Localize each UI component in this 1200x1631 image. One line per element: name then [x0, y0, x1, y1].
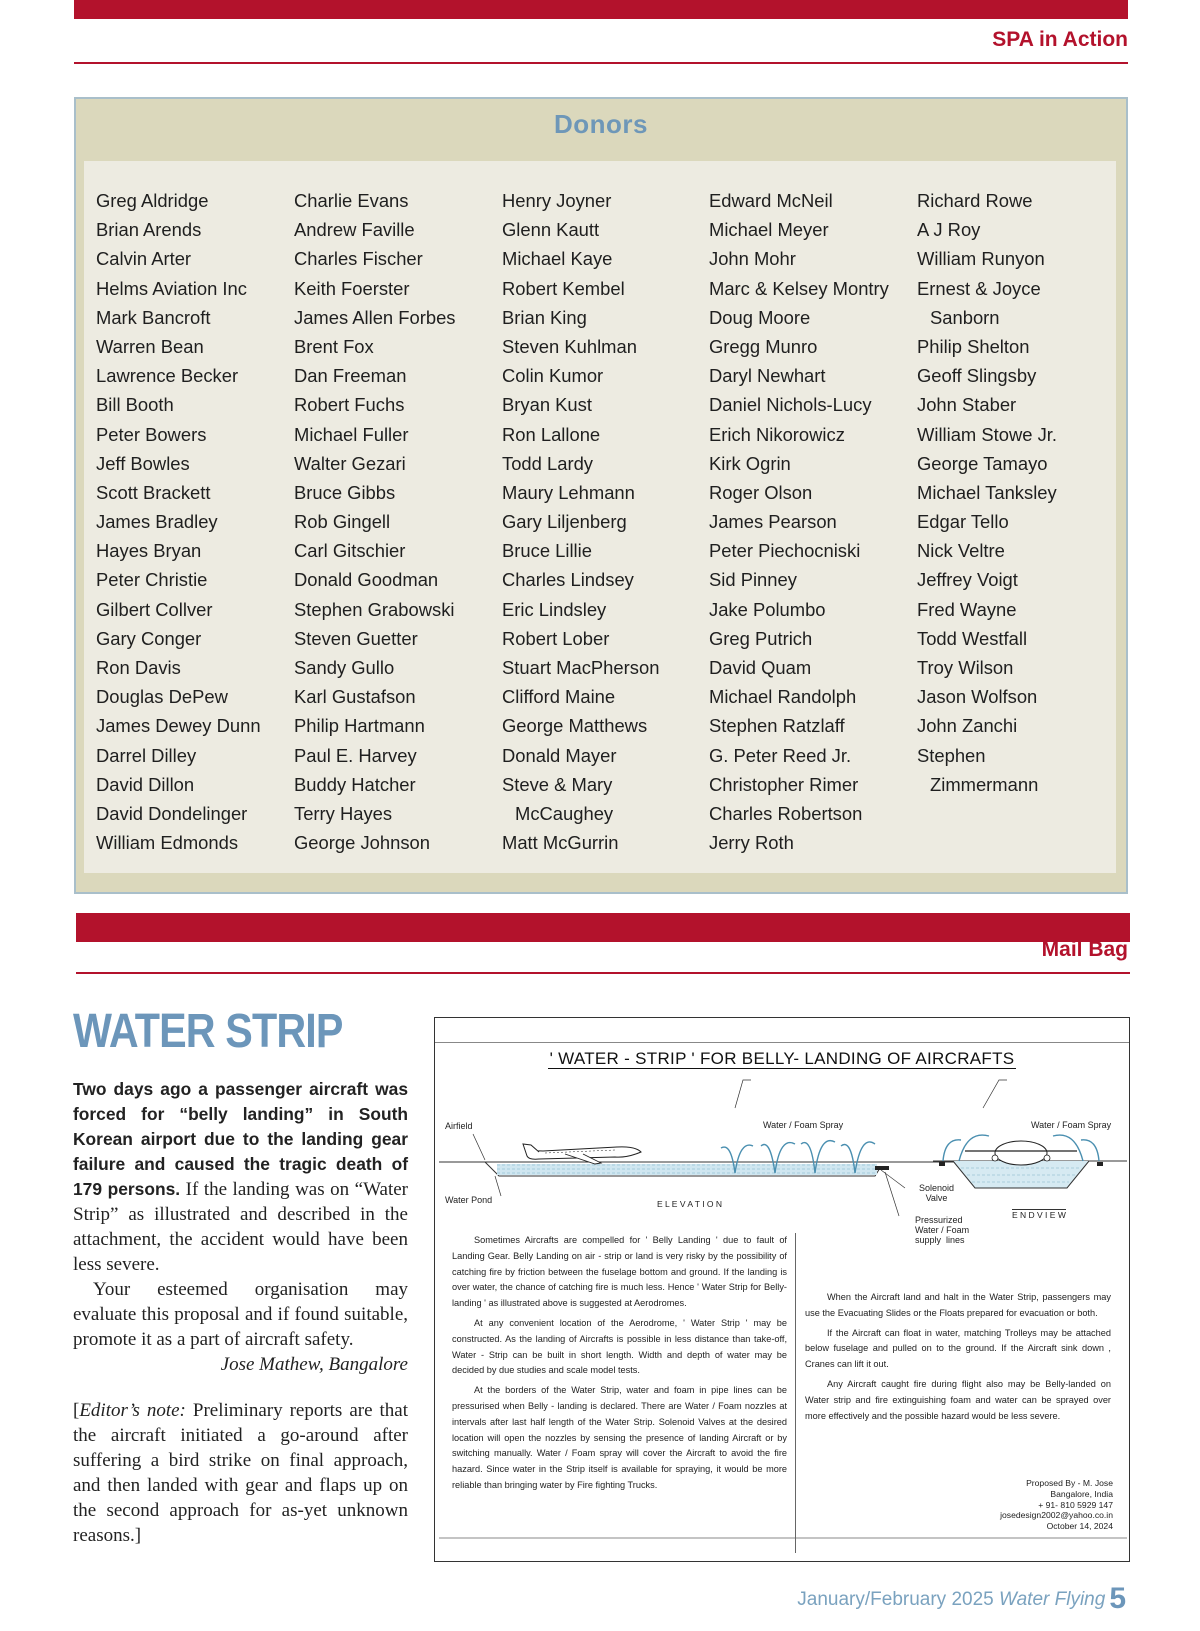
- donor-name: Charles Fischer: [294, 248, 423, 270]
- donor-name: Robert Fuchs: [294, 394, 405, 416]
- donor-name: Keith Foerster: [294, 277, 410, 299]
- airfield-pointer: [473, 1134, 485, 1160]
- donor-name: Colin Kumor: [502, 365, 604, 387]
- donor-name: Brian Arends: [96, 219, 202, 241]
- donor-name: David Dondelinger: [96, 802, 248, 824]
- donor-name: Greg Aldridge: [96, 190, 209, 211]
- donor-name: Troy Wilson: [917, 657, 1014, 678]
- donor-name: Christopher Rimer: [709, 773, 859, 795]
- donor-name: Geoff Slingsby: [917, 365, 1037, 387]
- donor-name: Ron Davis: [96, 657, 181, 678]
- article-body: [73, 1077, 408, 1377]
- donor-name: William Stowe Jr.: [917, 423, 1057, 445]
- donor-name: Brian King: [502, 306, 587, 328]
- donor-name: David Dillon: [96, 773, 195, 795]
- footer-magazine: Water Flying: [999, 1589, 1106, 1610]
- label-airfield: Airfield: [445, 1121, 473, 1131]
- mailbag-rule: [76, 972, 1130, 974]
- end-view: [933, 1135, 1127, 1188]
- donor-name: Kirk Ogrin: [709, 452, 791, 474]
- donor-name: Mark Bancroft: [96, 306, 211, 328]
- figure-right-text: [805, 1290, 1111, 1428]
- donor-name: Michael Kaye: [502, 248, 613, 270]
- figure-divider: [795, 1233, 796, 1553]
- donor-name: Donald Mayer: [502, 744, 617, 766]
- donor-name: Ron Lallone: [502, 423, 601, 445]
- donor-name: G. Peter Reed Jr.: [709, 744, 852, 766]
- donor-name: Sid Pinney: [709, 569, 797, 591]
- donor-column-1: [96, 186, 261, 857]
- figure-paragraph: At any convenient location of the Aerodrome, ' Water Strip ' may be constructed. As the landing of Aircrafts is possible in less distance than take-off, Water - Strip can be built in short length. Width and depth of water may be decided by due studies and scale model tests.: [452, 1317, 787, 1376]
- page-number: 5: [1109, 1582, 1126, 1615]
- proposed-line: josedesign2002@yahoo.co.in: [1000, 1510, 1113, 1521]
- donor-name: Jerry Roth: [709, 832, 794, 854]
- donor-name: Greg Putrich: [709, 627, 813, 649]
- article-paragraph-1: [73, 1077, 408, 1277]
- proposed-line: Proposed By - M. Jose: [1026, 1478, 1113, 1488]
- donor-name: Jake Polumbo: [709, 598, 826, 620]
- donor-name: James Allen Forbes: [294, 306, 456, 328]
- spray-pointer-2: [983, 1080, 1007, 1108]
- article-headline: WATER STRIP: [73, 1005, 343, 1058]
- donor-name: Steve & Mary: [502, 773, 613, 795]
- donor-name: Robert Kembel: [502, 277, 625, 299]
- donor-name: Bill Booth: [96, 394, 174, 416]
- section-label-mail-bag: Mail Bag: [1041, 938, 1128, 961]
- donor-name: George Johnson: [294, 832, 430, 854]
- donor-name: Gregg Munro: [709, 335, 818, 357]
- figure-paragraph: At the borders of the Water Strip, water and foam in pipe lines can be pressurised when Belly - landing is declared. There are Water / Foam nozzles at intervals after last half length of the Water Strip. Solenoid Valves at the desired location will open the nozzles by sensing the presence of landing Aircraft or by switching manually. Water / Foam spray will cover the Aircraft to avoid the fire hazard. Since water in the Strip itself is available for spraying, it would be more reliable than bringing water by Fire fighting Trucks.: [452, 1385, 787, 1490]
- donor-name: Brent Fox: [294, 335, 374, 357]
- donor-name: Gilbert Collver: [96, 598, 213, 620]
- donor-name: David Quam: [709, 657, 812, 678]
- spray-pointer-1: [735, 1080, 751, 1108]
- proposed-line: October 14, 2024: [1046, 1521, 1113, 1532]
- donor-name: George Matthews: [502, 715, 648, 737]
- label-solenoid-valve: Solenoid Valve: [919, 1183, 955, 1203]
- donor-name: Terry Hayes: [294, 802, 393, 824]
- donor-name: Michael Fuller: [294, 423, 409, 445]
- donor-name: Carl Gitschier: [294, 540, 406, 562]
- donor-name: Zimmermann: [930, 773, 1039, 795]
- donor-name: Charlie Evans: [294, 190, 409, 211]
- donor-name: Bryan Kust: [502, 394, 592, 416]
- donor-name: Dan Freeman: [294, 365, 407, 387]
- donor-name: Philip Hartmann: [294, 715, 425, 737]
- donor-name: Edgar Tello: [917, 511, 1009, 533]
- donor-name: Jeffrey Voigt: [917, 569, 1018, 591]
- donor-name: William Runyon: [917, 248, 1045, 270]
- donor-name: Hayes Bryan: [96, 540, 202, 562]
- donor-name: William Edmonds: [96, 832, 239, 854]
- proposed-line: Bangalore, India: [1050, 1488, 1113, 1499]
- figure-paragraph: Any Aircraft caught fire during flight also may be Belly-landed on Water strip and fire extinguishing foam and water can be sprayed over more effectively and the possible hazard would be less severe.: [805, 1378, 1111, 1421]
- donor-name: Bruce Gibbs: [294, 481, 396, 503]
- donor-name: Glenn Kautt: [502, 219, 600, 241]
- donor-name: Warren Bean: [96, 335, 204, 357]
- donor-name: Marc & Kelsey Montry: [709, 277, 889, 299]
- donors-list: [84, 161, 1116, 873]
- donor-name: John Mohr: [709, 248, 796, 270]
- label-end-view: E N D V I E W: [1012, 1210, 1066, 1220]
- donor-column-2: [294, 186, 456, 857]
- donors-title: Donors: [554, 109, 648, 139]
- top-accent-bar: [74, 0, 1128, 19]
- donor-name: Gary Conger: [96, 627, 202, 649]
- donor-name: Lawrence Becker: [96, 365, 239, 387]
- donor-name: Jeff Bowles: [96, 452, 190, 474]
- donor-name: Michael Randolph: [709, 686, 857, 708]
- header-rule: [74, 62, 1128, 64]
- article-lead: Two days ago a passenger aircraft was forced for “belly landing” in South Korean airport due to the landing gear failure and caused the tragic death of 179 persons.: [73, 1079, 408, 1199]
- donor-name: Stephen Ratzlaff: [709, 715, 845, 737]
- donor-name: Rob Gingell: [294, 511, 391, 533]
- figure-title: ' WATER - STRIP ' FOR BELLY- LANDING OF AIRCRAFTS: [549, 1049, 1015, 1068]
- figure-paragraph: When the Aircraft land and halt in the Water Strip, passengers may use the Evacuating Slides or the Floats prepared for evacuation or both.: [805, 1292, 1111, 1318]
- donor-name: Stephen: [917, 744, 986, 766]
- donor-name: Karl Gustafson: [294, 686, 416, 708]
- label-spray-1: Water / Foam Spray: [763, 1120, 844, 1130]
- figure-paragraph: Sometimes Aircrafts are compelled for ' Belly Landing ' due to fault of Landing Gear. Belly Landing on air - strip or land is very risky by the possibility of catching fire by friction between the fuselage bottom and ground. If the landing is over water, the chance of catching fire is much less. Hence ' Water Strip for Belly-landing ' as illustrated above is suggested at Aerodromes.: [452, 1235, 787, 1309]
- donor-name: Stuart MacPherson: [502, 657, 660, 678]
- donor-name: Robert Lober: [502, 627, 610, 649]
- donor-name: John Zanchi: [917, 715, 1018, 737]
- donor-name: Michael Meyer: [709, 219, 829, 241]
- donor-name: Henry Joyner: [502, 190, 612, 211]
- footer-issue: January/February 2025: [797, 1589, 994, 1610]
- aircraft-side-view: [523, 1144, 641, 1164]
- figure-paragraph: If the Aircraft can float in water, matching Trolleys may be attached below fuselage and pulled on to the ground. If the Aircraft sink down , Cranes can lift it out.: [805, 1327, 1111, 1370]
- donor-name: Sandy Gullo: [294, 657, 395, 678]
- label-elevation: E L E V A T I O N: [657, 1199, 723, 1209]
- donor-name: Darrel Dilley: [96, 744, 197, 766]
- donor-name: James Pearson: [709, 511, 837, 533]
- donor-name: Peter Christie: [96, 569, 208, 591]
- proposed-line: + 91- 810 5929 147: [1038, 1499, 1113, 1510]
- article-paragraph-2: Your esteemed organisation may evaluate this proposal and if found suitable, promote it as a part of aircraft safety.: [73, 1279, 408, 1350]
- donor-name: Fred Wayne: [917, 598, 1017, 620]
- donor-name: A J Roy: [917, 219, 981, 241]
- donor-name: Daryl Newhart: [709, 365, 826, 387]
- donor-name: Ernest & Joyce: [917, 277, 1041, 299]
- donor-column-3: [502, 186, 659, 857]
- donor-name: Eric Lindsley: [502, 598, 607, 620]
- donor-name: Steven Guetter: [294, 627, 418, 649]
- donor-name: Jason Wolfson: [917, 686, 1038, 708]
- water-strip-illustration: [434, 1017, 1130, 1562]
- donor-name: George Tamayo: [917, 452, 1048, 474]
- donor-name: Matt McGurrin: [502, 832, 619, 854]
- donor-name: Richard Rowe: [917, 190, 1033, 211]
- water-pond-fill: [497, 1164, 877, 1175]
- donor-column-5: [917, 186, 1057, 799]
- donor-name: Calvin Arter: [96, 248, 192, 270]
- donors-box: [74, 97, 1128, 894]
- label-water-pond: Water Pond: [445, 1195, 493, 1205]
- donor-name: Edward McNeil: [709, 190, 833, 211]
- donor-name: James Bradley: [96, 511, 218, 533]
- donor-name: Peter Piechocniski: [709, 540, 861, 562]
- donor-name: Roger Olson: [709, 481, 813, 503]
- figure-left-text: [452, 1233, 787, 1498]
- donor-name: Gary Liljenberg: [502, 511, 627, 533]
- donor-name: Philip Shelton: [917, 335, 1030, 357]
- water-pond-pointer: [495, 1176, 501, 1196]
- donor-name: Bruce Lillie: [502, 540, 592, 562]
- proposed-by-block: [1000, 1478, 1113, 1532]
- solenoid-pointer: [881, 1170, 905, 1188]
- donor-name: McCaughey: [515, 802, 614, 824]
- donor-name: James Dewey Dunn: [96, 715, 261, 737]
- donor-name: Sanborn: [930, 306, 1000, 328]
- donor-name: Stephen Grabowski: [294, 598, 455, 620]
- donor-name: John Staber: [917, 394, 1017, 416]
- editor-note-label: Editor’s note:: [79, 1400, 186, 1421]
- donor-name: Peter Bowers: [96, 423, 207, 445]
- editor-note: [Editor’s note: Preliminary reports are that the aircraft initiated a go-around after suffering a bird strike on final approach, and then landed with gear and flaps up on the second approach for as-yet unknown reasons.]: [73, 1400, 408, 1546]
- donor-name: Maury Lehmann: [502, 481, 635, 503]
- donor-name: Daniel Nichols-Lucy: [709, 394, 872, 416]
- mailbag-accent-bar: [76, 913, 1130, 942]
- donor-name: Donald Goodman: [294, 569, 439, 591]
- donor-name: Douglas DePew: [96, 686, 228, 708]
- donor-name: Todd Westfall: [917, 627, 1028, 649]
- solenoid-valve: [875, 1166, 889, 1170]
- label-spray-2: Water / Foam Spray: [1031, 1120, 1112, 1130]
- donor-name: Buddy Hatcher: [294, 773, 416, 795]
- donor-column-4: [709, 186, 889, 857]
- article-signature: Jose Mathew, Bangalore: [220, 1354, 408, 1375]
- editor-note-text: Preliminary reports are that the aircraft initiated a go-around after suffering a bird strike on final approach, and then landed with gear and flaps up on the second approach for as-yet unknown reasons.]: [73, 1400, 408, 1546]
- donor-name: Charles Lindsey: [502, 569, 634, 591]
- donor-name: Erich Nikorowicz: [709, 423, 845, 445]
- donor-name: Charles Robertson: [709, 802, 863, 824]
- donor-name: Scott Brackett: [96, 481, 211, 503]
- donor-name: Doug Moore: [709, 306, 811, 328]
- donor-name: Michael Tanksley: [917, 481, 1057, 503]
- donor-name: Paul E. Harvey: [294, 744, 417, 766]
- page-footer: [797, 1582, 1126, 1616]
- donor-name: Helms Aviation Inc: [96, 277, 247, 299]
- donor-name: Clifford Maine: [502, 686, 616, 708]
- section-label-spa-in-action: SPA in Action: [992, 28, 1128, 51]
- donor-name: Todd Lardy: [502, 452, 593, 474]
- article-lead-continued: If the landing was on “Water Strip” as illustrated and described in the attachment, the accident would have been less severe.: [73, 1179, 408, 1275]
- donor-name: Steven Kuhlman: [502, 335, 637, 357]
- donor-name: Walter Gezari: [294, 452, 406, 474]
- donor-name: Nick Veltre: [917, 540, 1005, 562]
- label-supply-lines: Pressurized Water / Foam supply lines: [915, 1215, 970, 1245]
- donor-name: Andrew Faville: [294, 219, 415, 241]
